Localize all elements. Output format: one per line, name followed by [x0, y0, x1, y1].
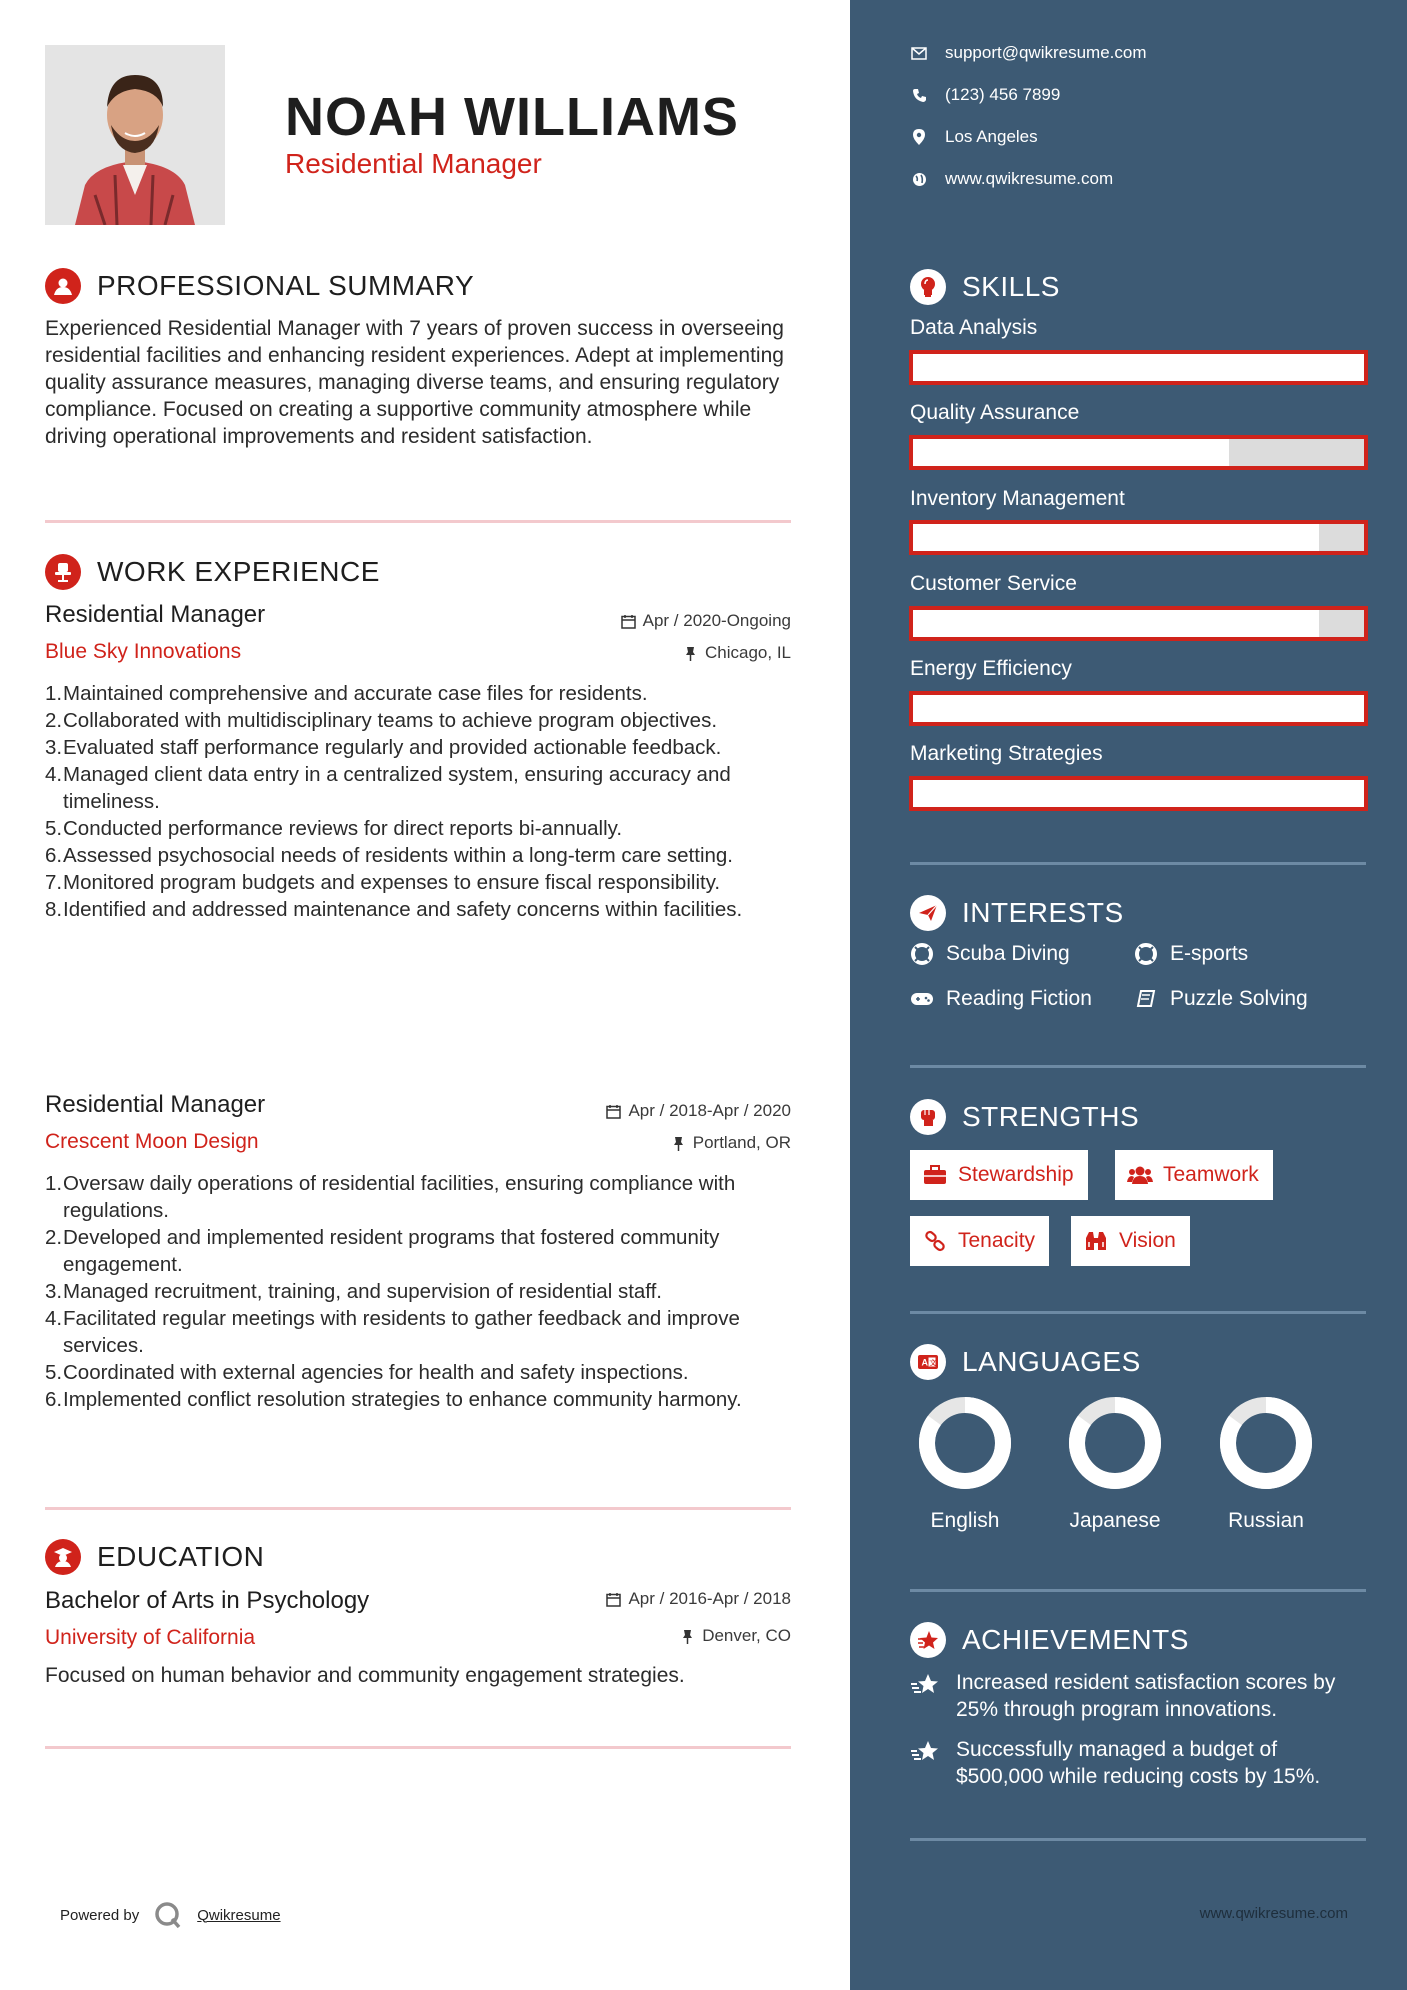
- qwikresume-link[interactable]: Qwikresume: [197, 1906, 281, 1924]
- strength-badge: Tenacity: [910, 1216, 1049, 1266]
- strength-badge: Stewardship: [910, 1150, 1088, 1200]
- interests-title: INTERESTS: [962, 897, 1124, 928]
- star-icon: [910, 1739, 940, 1790]
- degree-title: Bachelor of Arts in Psychology: [45, 1587, 370, 1614]
- language-ring: [1067, 1395, 1163, 1491]
- powered-by: Powered by Qwikresume: [60, 1900, 281, 1930]
- list-item: 1. Oversaw daily operations of residential facilities, ensuring compliance with regulations.: [45, 1172, 736, 1222]
- skill-bar-fill: [913, 354, 1364, 381]
- list-item: 3. Evaluated staff performance regularly and provided actionable feedback.: [45, 736, 722, 759]
- education-description: Focused on human behavior and community engagement strategies.: [45, 1664, 685, 1687]
- contact-location: Los Angeles: [910, 127, 1038, 147]
- language-item: [1055, 1395, 1175, 1533]
- summary-title: PROFESSIONAL SUMMARY: [97, 270, 475, 301]
- sidebar: [850, 0, 1407, 1990]
- fist-icon: [910, 1099, 946, 1135]
- education-dates: Apr / 2016-Apr / 2018: [606, 1589, 791, 1609]
- profile-photo: [45, 45, 225, 225]
- calendar-icon: [606, 1592, 621, 1607]
- skill-bar: [909, 606, 1368, 641]
- languages-heading: [910, 1342, 1141, 1382]
- pin-icon: [671, 1136, 686, 1151]
- lightbulb-icon: [910, 269, 946, 305]
- job-company: Crescent Moon Design: [45, 1130, 259, 1153]
- list-item: 1. Maintained comprehensive and accurate case files for residents.: [45, 682, 648, 705]
- summary-heading: [45, 266, 474, 306]
- pin-icon: [683, 646, 698, 661]
- interests-heading: [910, 893, 1124, 933]
- section-divider: [45, 520, 791, 523]
- language-name: Japanese: [1069, 1509, 1161, 1532]
- skill-bar: [909, 520, 1368, 555]
- job-location: Chicago, IL: [683, 643, 791, 663]
- summary-text: Experienced Residential Manager with 7 years of proven success in overseeing residential facilities and enhancing resident experiences. Adept at implementing quality assurance measures, managing diverse teams, and ensuring regulatory compliance. Focused on creating a supportive community atmosphere while driving operational improvements and resident satisfaction.: [45, 317, 784, 448]
- list-item: 8. Identified and addressed maintenance and safety concerns within facilities.: [45, 898, 743, 921]
- user-icon: [45, 268, 81, 304]
- education-heading: [45, 1537, 264, 1577]
- education-location: Denver, CO: [680, 1626, 791, 1646]
- list-item: 2. Developed and implemented resident programs that fostered community engagement.: [45, 1226, 720, 1276]
- skill-bar-fill: [913, 524, 1319, 551]
- skill-label: Customer Service: [910, 572, 1077, 595]
- person-photo-illustration: [45, 45, 225, 225]
- svg-text:文: 文: [929, 1360, 937, 1367]
- gamepad-icon: [910, 987, 934, 1011]
- sidebar-divider: [910, 1838, 1366, 1841]
- calendar-icon: [621, 614, 636, 629]
- strengths-title: STRENGTHS: [962, 1101, 1140, 1132]
- skill-bar-fill: [913, 610, 1319, 637]
- list-item: 6. Assessed psychosocial needs of residents within a long-term care setting.: [45, 844, 734, 867]
- interest-item: Puzzle Solving: [1134, 987, 1308, 1011]
- candidate-role: Residential Manager: [285, 148, 542, 179]
- contact-website[interactable]: www.qwikresume.com: [910, 169, 1113, 189]
- job-location: Portland, OR: [671, 1133, 791, 1153]
- skill-bar: [909, 435, 1368, 470]
- job-title: Residential Manager: [45, 601, 266, 628]
- job-duties-list: [45, 1170, 795, 1413]
- interest-item: E-sports: [1134, 942, 1248, 966]
- calendar-icon: [606, 1104, 621, 1119]
- contact-email[interactable]: support@qwikresume.com: [910, 43, 1147, 63]
- skill-bar-fill: [913, 695, 1364, 722]
- strengths-heading: [910, 1097, 1139, 1137]
- skill-label: Marketing Strategies: [910, 742, 1103, 765]
- binoculars-icon: [1083, 1229, 1109, 1253]
- contact-phone[interactable]: (123) 456 7899: [910, 85, 1060, 105]
- list-item: 4. Facilitated regular meetings with residents to gather feedback and improve services.: [45, 1307, 740, 1357]
- strength-badge: Teamwork: [1115, 1150, 1273, 1200]
- list-item: 4. Managed client data entry in a centralized system, ensuring accuracy and timeliness.: [45, 763, 731, 813]
- skill-label: Inventory Management: [910, 487, 1125, 510]
- skill-bar-fill: [913, 780, 1364, 807]
- sidebar-divider: [910, 862, 1366, 865]
- job-title: Residential Manager: [45, 1091, 266, 1118]
- users-icon: [1127, 1163, 1153, 1187]
- list-item: 7. Monitored program budgets and expenses to ensure fiscal responsibility.: [45, 871, 721, 894]
- school-name: University of California: [45, 1626, 256, 1649]
- education-title: EDUCATION: [97, 1541, 265, 1572]
- book-icon: [1134, 987, 1158, 1011]
- interest-item: Reading Fiction: [910, 987, 1092, 1011]
- achievements-title: ACHIEVEMENTS: [962, 1624, 1189, 1655]
- skills-heading: [910, 267, 1060, 307]
- list-item: 2. Collaborated with multidisciplinary teams to achieve program objectives.: [45, 709, 718, 732]
- experience-heading: [45, 552, 380, 592]
- phone-icon: [910, 86, 928, 104]
- skill-label: Data Analysis: [910, 316, 1038, 339]
- languages-title: LANGUAGES: [962, 1346, 1141, 1377]
- skill-bar: [909, 776, 1368, 811]
- sidebar-divider: [910, 1065, 1366, 1068]
- pin-icon: [680, 1629, 695, 1644]
- lifebuoy-icon: [910, 942, 934, 966]
- skill-bar-fill: [913, 439, 1229, 466]
- job-company: Blue Sky Innovations: [45, 640, 242, 663]
- skill-label: Quality Assurance: [910, 401, 1080, 424]
- section-divider: [45, 1507, 791, 1510]
- language-ring: [1218, 1395, 1314, 1491]
- translate-icon: [910, 1344, 946, 1380]
- paper-plane-icon: [910, 895, 946, 931]
- list-item: 5. Coordinated with external agencies for health and safety inspections.: [45, 1361, 689, 1384]
- star-icon: [910, 1672, 940, 1723]
- strength-badge: Vision: [1071, 1216, 1190, 1266]
- experience-title: WORK EXPERIENCE: [97, 556, 380, 587]
- skill-bar: [909, 691, 1368, 726]
- envelope-icon: [910, 44, 928, 62]
- language-item: [905, 1395, 1025, 1533]
- language-name: English: [930, 1509, 1000, 1532]
- skill-label: Energy Efficiency: [910, 657, 1072, 680]
- svg-text:A: A: [921, 1357, 928, 1368]
- language-ring: [917, 1395, 1013, 1491]
- footer-website[interactable]: www.qwikresume.com: [1199, 1905, 1348, 1922]
- sidebar-divider: [910, 1311, 1366, 1314]
- sidebar-divider: [910, 1589, 1366, 1592]
- job-dates: Apr / 2018-Apr / 2020: [606, 1101, 791, 1121]
- interest-item: Scuba Diving: [910, 942, 1070, 966]
- section-divider: [45, 1746, 791, 1749]
- qwikresume-logo-icon: [153, 1900, 183, 1930]
- map-marker-icon: [910, 128, 928, 146]
- star-icon: [910, 1622, 946, 1658]
- candidate-name: NOAH WILLIAMS: [285, 87, 739, 147]
- skill-bar: [909, 350, 1368, 385]
- achievement-item: Increased resident satisfaction scores by 25% through program innovations.: [910, 1669, 1370, 1723]
- job-dates: Apr / 2020-Ongoing: [621, 611, 791, 631]
- list-item: 5. Conducted performance reviews for direct reports bi-annually.: [45, 817, 623, 840]
- language-item: [1206, 1395, 1326, 1533]
- skills-title: SKILLS: [962, 271, 1060, 302]
- lifebuoy-icon: [1134, 942, 1158, 966]
- achievements-heading: [910, 1620, 1189, 1660]
- achievement-item: Successfully managed a budget of $500,000 while reducing costs by 15%.: [910, 1736, 1370, 1790]
- language-name: Russian: [1228, 1509, 1304, 1532]
- chair-icon: [45, 554, 81, 590]
- list-item: 3. Managed recruitment, training, and supervision of residential staff.: [45, 1280, 663, 1303]
- briefcase-icon: [922, 1163, 948, 1187]
- graduate-icon: [45, 1539, 81, 1575]
- job-duties-list: [45, 680, 795, 923]
- globe-icon: [910, 170, 928, 188]
- list-item: 6. Implemented conflict resolution strategies to enhance community harmony.: [45, 1388, 742, 1411]
- link-icon: [922, 1229, 948, 1253]
